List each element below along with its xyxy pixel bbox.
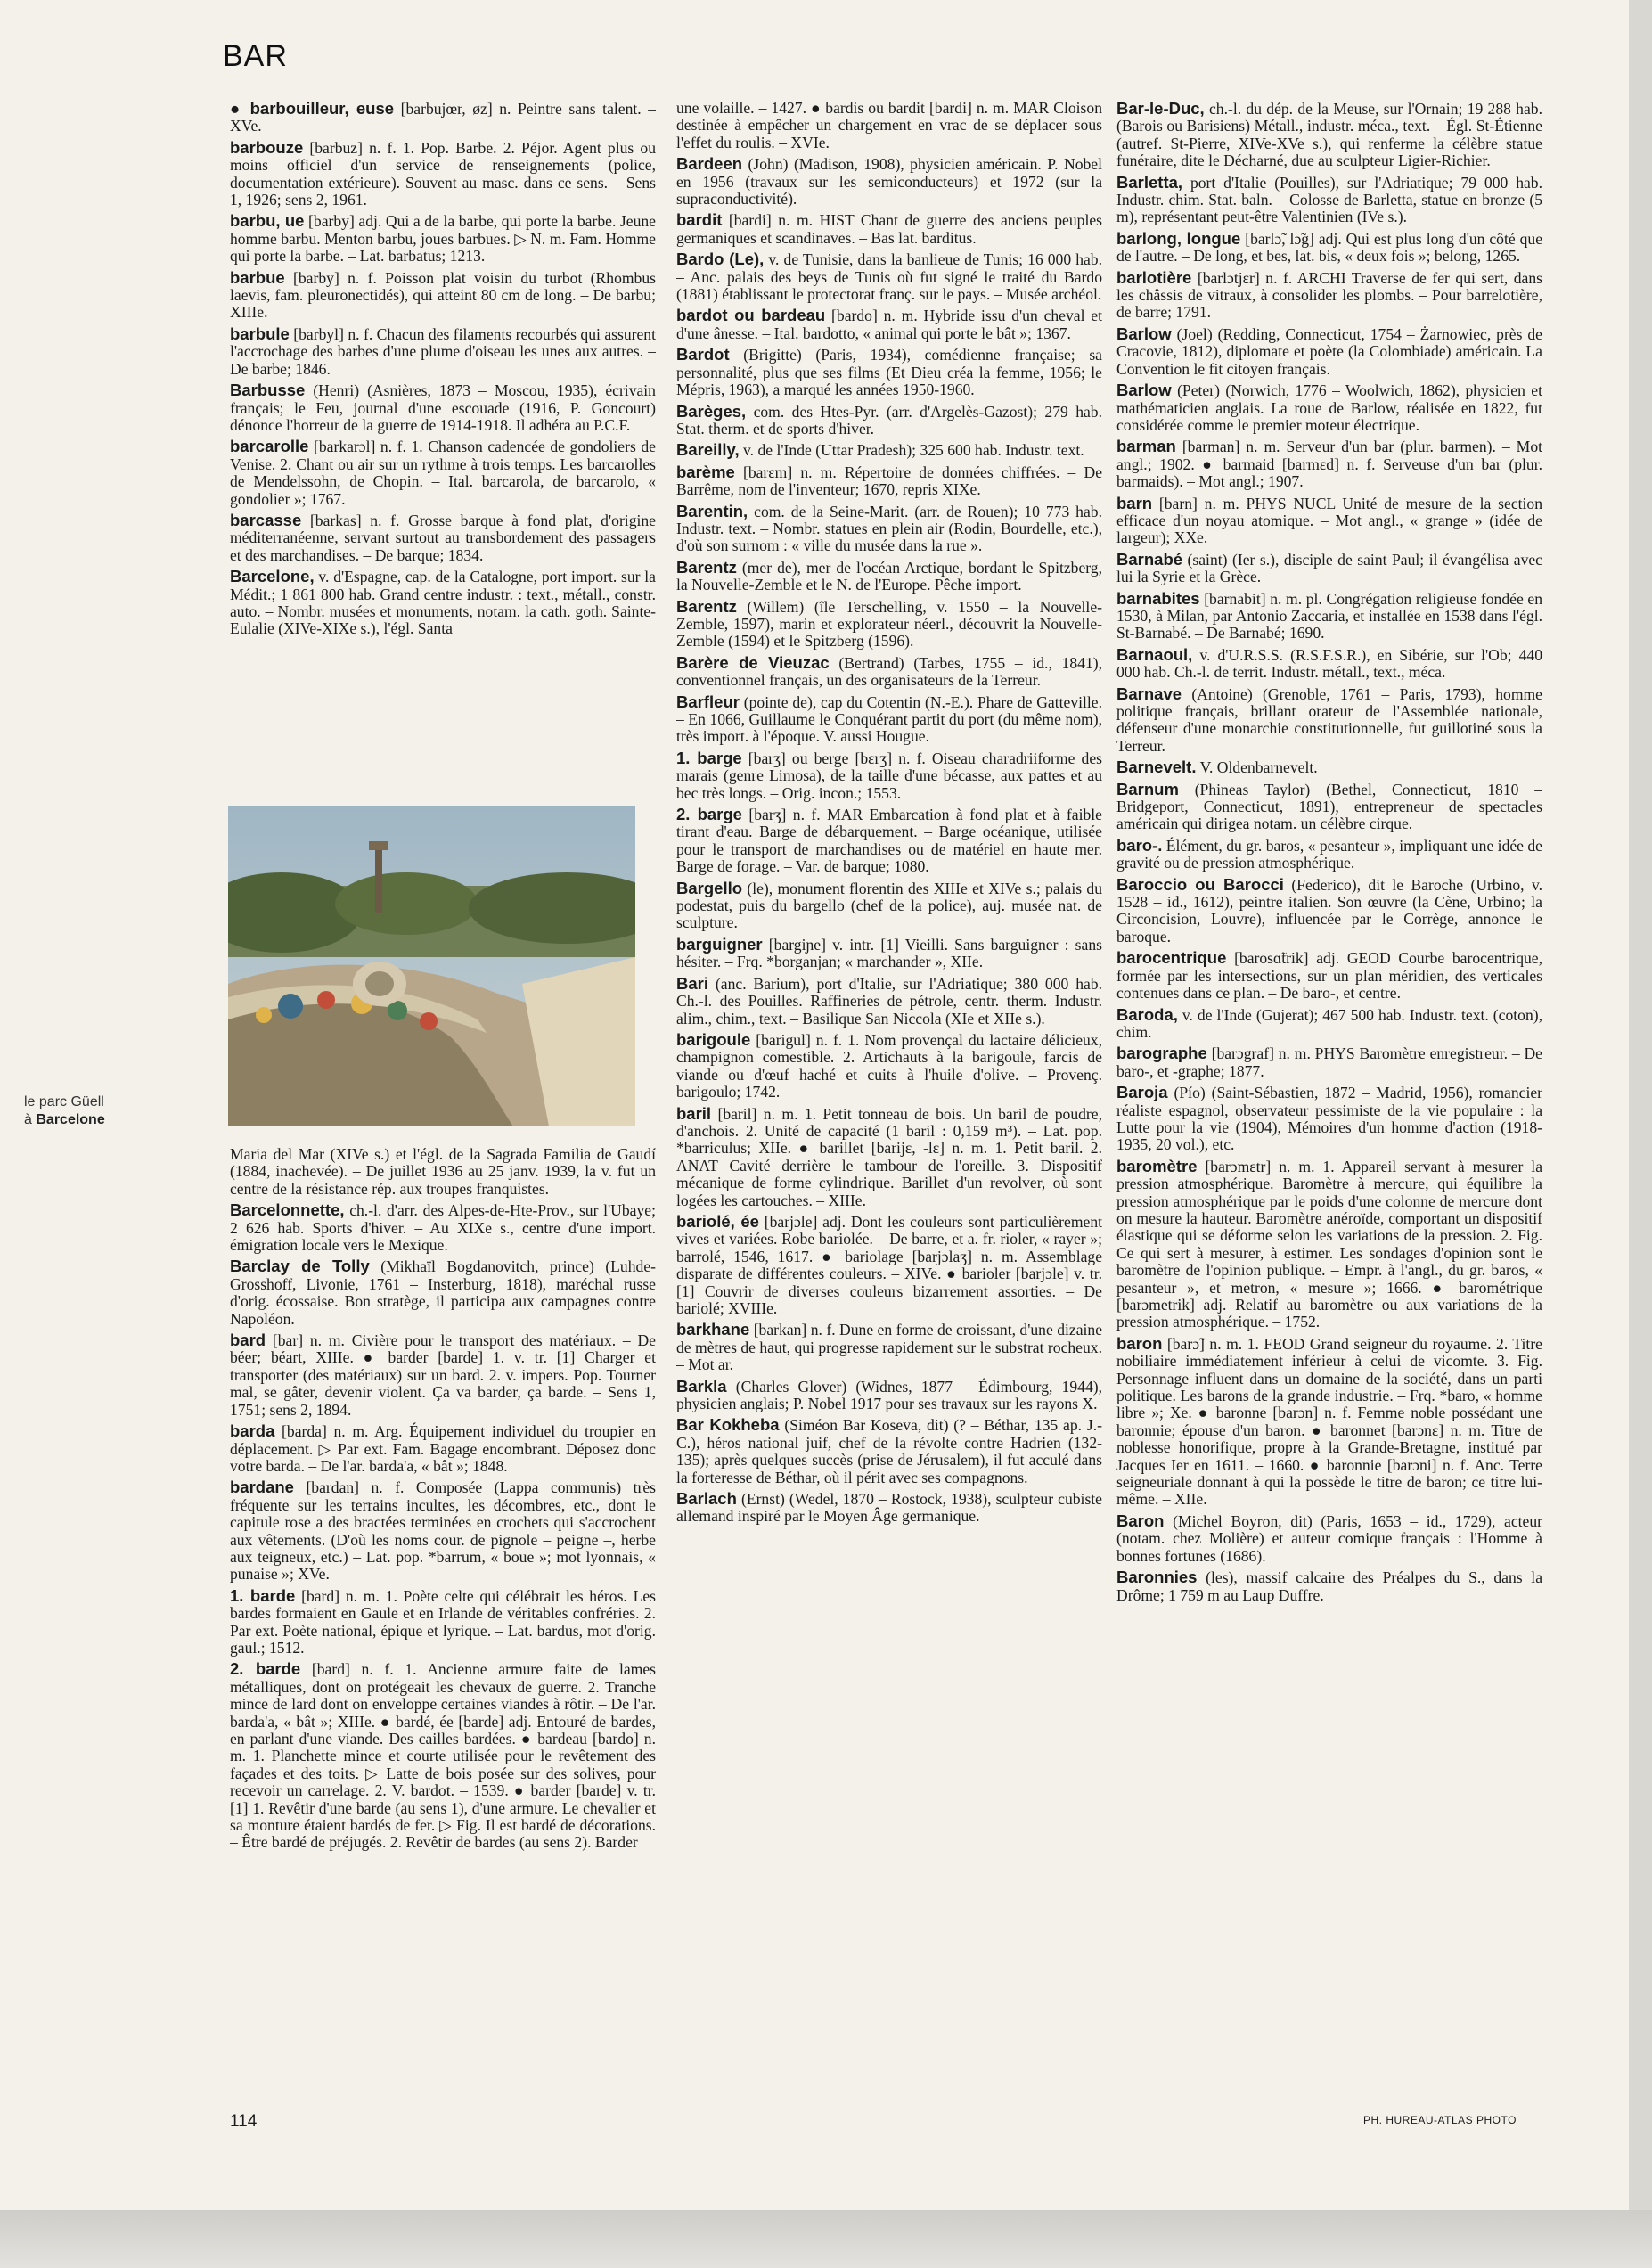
dictionary-entry: [1116, 495, 1542, 547]
dictionary-entry: [1116, 438, 1542, 490]
entry-headword: bardane: [230, 1478, 294, 1497]
dictionary-entry: [676, 1490, 1102, 1526]
entry-definition: (John) (Madison, 1908), physicien américain. P. Nobel en 1956 (travaux sur les semiconducteurs) et 1972 (sur la supraconductivité).: [676, 155, 1102, 209]
dictionary-entry: [1116, 551, 1542, 586]
dictionary-entry: [230, 1331, 656, 1419]
dictionary-entry: [676, 559, 1102, 594]
dictionary-entry: [230, 100, 656, 135]
dictionary-entry: [1116, 381, 1542, 434]
entry-headword: Barkla: [676, 1376, 727, 1396]
dictionary-entry: [676, 654, 1102, 690]
entry-headword: 2. barde: [230, 1659, 301, 1679]
entry-headword: Baron: [1116, 1511, 1165, 1530]
dictionary-entry: [1116, 269, 1542, 322]
dictionary-entry: [230, 568, 656, 638]
entry-headword: baron: [1116, 1333, 1163, 1353]
dictionary-entry: [676, 346, 1102, 398]
entry-headword: Barentz: [676, 557, 737, 577]
page-edge-shadow: [0, 2210, 1652, 2268]
entry-definition: [barkas] n. f. Grosse barque à fond plat, d'origine méditerranéenne, servant surtout au transbordement des passagers et des marchandises. – De barque; 1834.: [230, 511, 656, 564]
entry-definition: V. Oldenbarnevelt.: [1199, 758, 1318, 777]
dictionary-entry: [676, 1321, 1102, 1373]
entry-definition: [bardo] n. m. Hybride issu d'un cheval et d'une ânesse. – Ital. bardotto, « animal qui porte le bât »; 1367.: [676, 307, 1102, 342]
page-number: 114: [230, 2112, 258, 2131]
dictionary-entry: [676, 503, 1102, 555]
entry-definition: com. des Htes-Pyr. (arr. d'Argelès-Gazost); 279 hab. Stat. therm. et de sports d'hiver.: [676, 402, 1102, 438]
dictionary-entry: [676, 806, 1102, 876]
entry-headword: barbu, ue: [230, 211, 305, 231]
entry-definition: (Brigitte) (Paris, 1934), comédienne française; sa personnalité, plus que ses films (Et Dieu créa la femme, 1956; le Mépris, 1963), a marqué les années 1950-1960.: [676, 346, 1102, 399]
entry-headword: barbue: [230, 267, 285, 287]
dictionary-entry: [676, 100, 1102, 151]
entry-definition: v. de Tunisie, dans la banlieue de Tunis; 16 000 hab. – Anc. palais des beys de Tunis où fut signé le traité du Bardo (1881) établissant le protectorat franç. sur le pays. – Musée archéol.: [676, 250, 1102, 304]
entry-definition: [barby] adj. Qui a de la barbe, qui porte la barbe. Jeune homme barbu. Menton barbu, joues barbues. ▷ N. m. Fam. Homme qui porte la barbe. – Lat. barbatus; 1213.: [230, 212, 656, 266]
dictionary-entry: [676, 975, 1102, 1028]
dictionary-entry: [676, 155, 1102, 208]
entry-definition: (Peter) (Norwich, 1776 – Woolwich, 1862), physicien et mathématicien anglais. La roue de Barlow, réalisée en 1822, fut considérée comme le premier moteur électrique.: [1116, 381, 1542, 434]
entry-headword: barnabites: [1116, 588, 1200, 608]
entry-definition: [bar] n. m. Civière pour le transport des matériaux. – De béer; béart, XIIIe. ● barder [barde] 1. v. tr. [1] Charger et transporter (des matériaux) sur un bard. 2. v. impers. Pop. Tourner mal, se gâter, devenir violent. Ça va barder, ça barde. – Sens 1, 1751; sens 2, 1894.: [230, 1331, 656, 1419]
dictionary-entry: [676, 250, 1102, 303]
entry-definition: (pointe de), cap du Cotentin (N.-E.). Phare de Gatteville. – En 1066, Guillaume le Conquérant partit du port (du même nom), très import. à l'époque. V. aussi Hougue.: [676, 692, 1102, 746]
entry-headword: Barentin,: [676, 501, 748, 520]
dictionary-entry: [230, 139, 656, 209]
column-1-top: [230, 100, 656, 799]
entry-headword: 2. barge: [676, 805, 742, 824]
entry-definition: [bardan] n. f. Composée (Lappa communis) très fréquente sur les terrains incultes, les décombres, etc., dont le capitule rose a des bractées terminées en crochets qui s'accrochent aux vêtements. (D'où les noms cour. de pignole – peigne –, herbe aux teigneux, etc.) – Lat. pop. *barrum, « boue »; mot lyonnais, « punaise »; XVe.: [230, 1478, 656, 1584]
entry-definition: ch.-l. d'arr. des Alpes-de-Hte-Prov., sur l'Ubaye; 2 626 hab. Sports d'hiver. – Au XIXe s., centre d'une import. émigration locale vers le Mexique.: [230, 1201, 656, 1255]
dictionary-entry: [1116, 1512, 1542, 1565]
entry-headword: barocentrique: [1116, 948, 1227, 968]
dictionary-entry: [676, 307, 1102, 342]
entry-definition: port d'Italie (Pouilles), sur l'Adriatique; 79 000 hab. Industr. chim. Stat. baln. – Colosse de Barletta, statue en bronze (5 m), représentant peut-être Valentinien (IVe s.).: [1116, 173, 1542, 226]
entry-headword: barman: [1116, 437, 1176, 456]
entry-headword: Barentz: [676, 596, 737, 616]
entry-definition: [barɔ̃] n. m. 1. FEOD Grand seigneur du royaume. 2. Titre nobiliaire immédiatement inférieur à celui de vicomte. 3. Fig. Personnage influent dans un domaine de la société, dans un parti politique. Les barons de la grande industrie. – Frq. *baro, « homme libre »; Xe. ● baronne [barɔn] n. f. Femme noble possédant une baronnie; épouse d'un baron. ● baronnet [barɔnɛ] n. m. Titre de noblesse honorifique, propre à la Grande-Bretagne, institué par Jacques Ier en 1611. – 1660. ● baronnie [barɔni] n. f. Anc. Terre seigneuriale donnant à qui la possède le titre de baron; ce titre lui-même. – XIIe.: [1116, 1334, 1542, 1509]
entry-headword: Barlow: [1116, 381, 1172, 400]
entry-headword: bard: [230, 1331, 266, 1350]
dictionary-entry: [230, 269, 656, 322]
dictionary-entry: [676, 463, 1102, 499]
entry-headword: barn: [1116, 493, 1153, 512]
dictionary-entry: [230, 325, 656, 378]
entry-definition: [bard] n. m. 1. Poète celte qui célébrait les héros. Les bardes formaient en Gaule et en Irlande de véritables confréries. 2. Par ext. Poète national, épique et lyrique. – Lat. bardus, mot d'orig. gaul.; 1512.: [230, 1586, 656, 1657]
dictionary-entry: [676, 1416, 1102, 1486]
dictionary-entry: [676, 880, 1102, 932]
entry-definition: com. de la Seine-Marit. (arr. de Rouen); 10 773 hab. Industr. text. – Nombr. statues en plein air (Rodin, Bourdelle, etc.), d'où son surnom : « ville du musée dans la rue ».: [676, 502, 1102, 555]
dictionary-entry: [676, 936, 1102, 971]
entry-definition: (anc. Barium), port d'Italie, sur l'Adriatique; 380 000 hab. Ch.-l. des Pouilles. Raffineries de pétrole, centr. therm. Industr. alim., chim., text. – Basilique San Niccola (XIe et XIIe s.).: [676, 974, 1102, 1028]
entry-definition: v. d'Espagne, cap. de la Catalogne, port import. sur la Médit.; 1 861 800 hab. Grand centre industr. : text., métall., constr. auto. – Nombr. musées et monuments, notam. la cath. goth. Sainte-Eulalie (XIVe-XIXe s.), l'égl. Santa: [230, 568, 656, 638]
dictionary-entry: [230, 1146, 656, 1198]
entry-definition: (Joel) (Redding, Connecticut, 1754 – Żarnowiec, près de Cracovie, 1812), diplomate et poète (la Colombiade) américain. La Convention le fit citoyen français.: [1116, 324, 1542, 378]
dictionary-entry: [676, 1213, 1102, 1317]
dictionary-entry: [1116, 590, 1542, 643]
dictionary-entry: [1116, 646, 1542, 682]
entry-definition: [bargiɲe] v. intr. [1] Vieilli. Sans barguigner : sans hésiter. – Frq. *borganjan; « marchander », XIIe.: [676, 935, 1102, 971]
entry-definition: [barigul] n. f. 1. Nom provençal du lactaire délicieux, champignon comestible. 2. Artichauts à la barigoule, farcis de viande ou d'œuf haché et cuits à l'huile d'olive. – Provenç. barigoulo; 1742.: [676, 1030, 1102, 1101]
entry-definition: (Federico), dit le Baroche (Urbino, v. 1528 – id., 1612), peintre italien. Son œuvre (la Cène, Urbino; la Circoncision, Louvre), influencée par le Corrège, annonce le baroque.: [1116, 875, 1542, 946]
entry-headword: Baroda,: [1116, 1004, 1178, 1024]
entry-headword: Barlach: [676, 1489, 737, 1509]
dictionary-entry: [676, 403, 1102, 438]
entry-definition: (Phineas Taylor) (Bethel, Connecticut, 1810 – Bridgeport, Connecticut, 1891), entrepreneur de spectacles américain qui dirigea notam. un célèbre cirque.: [1116, 780, 1542, 833]
entry-definition: (les), massif calcaire des Préalpes du S., dans la Drôme; 1 759 m au Laup Duffre.: [1116, 1568, 1542, 1604]
entry-definition: une volaille. – 1427. ● bardis ou bardit [bardi] n. m. MAR Cloison destinée à empêcher un chargement en vrac de se déplacer sous l'effet du roulis. – XVIe.: [676, 100, 1102, 151]
entry-headword: Barfleur: [676, 692, 740, 711]
entry-definition: [barlɔ̃, lɔ̃g] adj. Qui est plus long d'un côté que de l'autre. – De long, et bes, lat. bis, « deux fois »; belong, 1265.: [1116, 229, 1542, 266]
column-3: [1116, 100, 1542, 2080]
dictionary-entry: [1116, 230, 1542, 266]
entry-definition: [barkan] n. f. Dune en forme de croissant, d'une dizaine de mètres de haut, qui progresse rapidement sur le substrat rocheux. – Mot ar.: [676, 1321, 1102, 1374]
entry-definition: [barɛm] n. m. Répertoire de données chiffrées. – De Barrême, nom de l'inventeur; 1670, repris XIXe.: [676, 463, 1102, 499]
entry-headword: Bar Kokheba: [676, 1415, 780, 1435]
dictionary-entry: [230, 381, 656, 434]
entry-headword: Barcelone,: [230, 567, 315, 586]
entry-definition: (Siméon Bar Koseva, dit) (? – Béthar, 135 ap. J.-C.), héros national juif, chef de la révolte contre Hadrien (132-135); après quelques succès (prise de Jérusalem), il fut acculé dans la forteresse de Béthar, où il périt avec ses compagnons.: [676, 1416, 1102, 1486]
dictionary-entry: [676, 693, 1102, 746]
dictionary-entry: [230, 1257, 656, 1328]
dictionary-entry: [1116, 781, 1542, 833]
dictionary-entry: [676, 211, 1102, 247]
entry-headword: bardit: [676, 210, 723, 230]
entry-headword: Barnave: [1116, 684, 1182, 703]
entry-definition: (Willem) (île Terschelling, v. 1550 – la Nouvelle-Zemble, 1597), marin et explorateur néerl., découvrit la Nouvelle-Zemble (1594) et le Spitzberg (1596).: [676, 597, 1102, 651]
dictionary-entry: [1116, 1158, 1542, 1331]
dictionary-entry: [1116, 876, 1542, 946]
photo-credit: PH. HUREAU-ATLAS PHOTO: [1363, 2114, 1517, 2126]
entry-definition: [barby] n. f. Poisson plat voisin du turbot (Rhombus laevis, fam. pleuronectidés), qui atteint 80 cm de long. – De barbu; XIIIe.: [230, 268, 656, 322]
entry-definition: v. de l'Inde (Uttar Pradesh); 325 600 hab. Industr. text.: [743, 441, 1084, 460]
entry-headword: barlong, longue: [1116, 228, 1241, 248]
entry-definition: Élément, du gr. baros, « pesanteur », impliquant une idée de gravité ou de pression atmosphérique.: [1116, 836, 1542, 872]
dictionary-entry: [1116, 758, 1542, 776]
entry-headword: Barnum: [1116, 779, 1179, 798]
entry-headword: ● barbouilleur, euse: [230, 100, 395, 118]
caption-line-1: le parc Güell: [24, 1094, 104, 1109]
dictionary-entry: [1116, 174, 1542, 226]
dictionary-entry: [230, 512, 656, 564]
dictionary-entry: [230, 212, 656, 265]
entry-definition: [barɔmɛtr] n. m. 1. Appareil servant à mesurer la pression atmosphérique. Baromètre à mercure, qui équilibre la pression atmosphérique par le poids d'une colonne de mercure dont on mesure la hauteur. Baromètre anéroïde, comportant un dispositif élastique qui se déforme selon les variations de la pression. 2. Fig. Ce qui sert à mesurer, à estimer. Les sondages d'opinion sont le baromètre de l'opinion publique. – Empr. à l'angl., du gr. baros, « pesanteur », et metron, « mesure »; 1666. ● barométrique [barɔmetrik] adj. Relatif au baromètre ou aux variations de la pression atmosphérique. – 1752.: [1116, 1157, 1542, 1331]
entry-definition: [barkarɔl] n. f. 1. Chanson cadencée de gondoliers de Venise. 2. Chant ou air sur un rythme à trois temps. Les barcarolles de Mendelssohn, de Chopin. – Ital. barcarola, de barcarolo, « gondolier »; 1767.: [230, 438, 656, 508]
dictionary-entry: [1116, 685, 1542, 756]
entry-headword: Barbusse: [230, 381, 306, 400]
dictionary-entry: [1116, 1006, 1542, 1042]
entry-definition: (Michel Boyron, dit) (Paris, 1653 – id., 1729), acteur (notam. chez Molière) et auteur comique français : l'Homme à bonnes fortunes (1686).: [1116, 1511, 1542, 1565]
entry-headword: barographe: [1116, 1044, 1207, 1063]
entry-definition: [barbyl] n. f. Chacun des filaments recourbés qui assurent l'accrochage des barbes d'une plume d'oiseau les unes aux autres. – De barbe; 1846.: [230, 324, 656, 378]
entry-headword: Barlow: [1116, 323, 1172, 343]
entry-headword: Barère de Vieuzac: [676, 652, 830, 672]
entry-definition: (saint) (Ier s.), disciple de saint Paul; il évangélisa avec lui la Syrie et la Grèce.: [1116, 550, 1542, 586]
park-guell-photo: [228, 806, 635, 1126]
dictionary-entry: [1116, 837, 1542, 872]
entry-headword: bardot ou bardeau: [676, 306, 826, 325]
dictionary-entry: [676, 1105, 1102, 1209]
entry-definition: (Mikhaïl Bogdanovitch, prince) (Luhde-Grosshoff, Livonie, 1761 – Insterburg, 1818), maréchal russe d'orig. écossaise. Bon stratège, il participa aux campagnes contre Napoléon.: [230, 1257, 656, 1328]
entry-headword: barbule: [230, 323, 290, 343]
entry-definition: Maria del Mar (XIVe s.) et l'égl. de la Sagrada Familia de Gaudí (1884, inachevée). – De juillet 1936 au 25 janv. 1939, la v. fut un centre de la résistance rép. aux troupes franquistes.: [230, 1146, 656, 1198]
entry-headword: barigoule: [676, 1029, 751, 1049]
entry-headword: Baroja: [1116, 1083, 1168, 1102]
entry-headword: Bardeen: [676, 154, 743, 174]
dictionary-entry: [676, 1378, 1102, 1413]
entry-definition: v. de l'Inde (Gujerāt); 467 500 hab. Industr. text. (coton), chim.: [1116, 1005, 1542, 1041]
entry-definition: [barosɑ̃trik] adj. GEOD Courbe barocentrique, formée par les intersections, sur un plan méridien, des verticales contenues dans ce plan. – De baro-, et centre.: [1116, 949, 1542, 1003]
caption-line-2: à: [24, 1112, 32, 1127]
entry-headword: barcarolle: [230, 437, 309, 456]
entry-definition: [barɔgraf] n. m. PHYS Baromètre enregistreur. – De baro-, et -graphe; 1877.: [1116, 1044, 1542, 1080]
figure-caption: [24, 1093, 158, 1129]
entry-headword: bariolé, ée: [676, 1211, 759, 1231]
entry-headword: barkhane: [676, 1320, 750, 1339]
entry-definition: (Pío) (Saint-Sébastien, 1872 – Madrid, 1956), romancier réaliste espagnol, observateur pessimiste de la vie populaire : la Lutte pour la vie (1904), Mémoires d'un homme d'action (1918-1935, 20 vol.), etc.: [1116, 1084, 1542, 1154]
dictionary-entry: [1116, 949, 1542, 1002]
photo-illustration: [228, 806, 635, 1126]
entry-headword: Bareilly,: [676, 440, 740, 460]
entry-headword: Baroccio ou Barocci: [1116, 874, 1284, 894]
entry-headword: barda: [230, 1421, 275, 1441]
entry-headword: barlotière: [1116, 267, 1192, 287]
entry-definition: [barman] n. m. Serveur d'un bar (plur. barmen). – Mot angl.; 1902. ● barmaid [barmɛd] n. f. Serveuse d'un bar (plur. barmaids). – Mot angl.; 1907.: [1116, 438, 1542, 491]
dictionary-entry: [676, 441, 1102, 459]
entry-headword: Baronnies: [1116, 1568, 1198, 1587]
dictionary-entry: [1116, 1568, 1542, 1604]
dictionary-entry: [1116, 1335, 1542, 1509]
entry-definition: [barlɔtjɛr] n. f. ARCHI Traverse de fer qui sert, dans les châssis de vitraux, à consolider les plombs. – Pour barrelotière, de barre; 1791.: [1116, 268, 1542, 322]
page-header: BAR: [223, 39, 288, 73]
entry-definition: (mer de), mer de l'océan Arctique, bordant le Spitzberg, la Nouvelle-Zemble et le N. de l'Europe. Pêche import.: [676, 558, 1102, 594]
entry-headword: Barnaoul,: [1116, 644, 1193, 664]
entry-definition: (Antoine) (Grenoble, 1761 – Paris, 1793), homme politique français, brillant orateur de l'Assemblée nationale, défenseur d'une monarchie constitutionnelle, fut guillotiné sous la Terreur.: [1116, 684, 1542, 755]
dictionary-entry: [676, 749, 1102, 802]
entry-headword: barguigner: [676, 934, 763, 954]
dictionary-entry: [1116, 325, 1542, 378]
entry-definition: [barbujœr, øz] n. Peintre sans talent. – XVe.: [230, 100, 656, 135]
entry-headword: Bardo (Le),: [676, 250, 765, 269]
column-2: [676, 100, 1102, 2080]
entry-headword: Bari: [676, 973, 708, 993]
entry-headword: Bardot: [676, 345, 730, 364]
entry-definition: (Henri) (Asnières, 1873 – Moscou, 1935), écrivain français; le Feu, journal d'une escouade (1916, P. Goncourt) dénonce l'horreur de la guerre de 1914-1918. Il adhéra au P.C.F.: [230, 381, 656, 434]
column-1-bottom: [230, 1146, 656, 2069]
entry-definition: [barda] n. m. Arg. Équipement individuel du troupier en déplacement. ▷ Par ext. Fam. Bagage encombrant. Déposez donc votre barda. – De l'ar. barda'a, « bât »; 1848.: [230, 1422, 656, 1475]
dictionary-entry: [230, 1587, 656, 1658]
entry-headword: Barnevelt.: [1116, 757, 1197, 777]
entry-headword: barcasse: [230, 510, 302, 529]
entry-definition: [barjɔle] adj. Dont les couleurs sont particulièrement vives et variées. Robe bariolée. – De barre, et a. fr. rioler, « rayer »; barrolé, 1546, 1617. ● bariolage [barjɔlaʒ] n. m. Assemblage disparate de différentes couleurs. – XIVe. ● barioler [barjɔle] v. tr. [1] Couvrir de diverses couleurs bizarrement assorties. – De bariolé; XVIIIe.: [676, 1212, 1102, 1317]
entry-headword: Barèges,: [676, 401, 747, 421]
entry-definition: ch.-l. du dép. de la Meuse, sur l'Ornain; 19 288 hab. (Barois ou Barisiens) Métall., industr. méca., text. – Égl. St-Étienne (autref. St-Pierre, XIVe-XVe s.), qui renferme la célèbre statue funéraire, dite le Décharné, due au sculpteur Ligier-Richier.: [1116, 100, 1542, 170]
caption-place: Barcelone: [36, 1112, 105, 1127]
dictionary-entry: [230, 1660, 656, 1851]
entry-definition: (Bertrand) (Tarbes, 1755 – id., 1841), conventionnel français, un des organisateurs de la Terreur.: [676, 653, 1102, 690]
entry-definition: v. d'U.R.S.S. (R.S.F.S.R.), en Sibérie, sur l'Ob; 440 000 hab. Ch.-l. de territ. Industr. métall., text., méca.: [1116, 645, 1542, 682]
entry-definition: [barʒ] n. f. MAR Embarcation à fond plat et à faible tirant d'eau. Barge de débarquement. – Barge océanique, utilisée pour le transport de marchandises ou de matériel en haute mer. Barge de forage. – Var. de barque; 1080.: [676, 806, 1102, 876]
entry-definition: [barn] n. m. PHYS NUCL Unité de mesure de la section efficace d'un noyau atomique. – Mot angl., « grange » (idée de largeur); XXe.: [1116, 494, 1542, 547]
dictionary-entry: [676, 598, 1102, 651]
entry-definition: (Ernst) (Wedel, 1870 – Rostock, 1938), sculpteur cubiste allemand inspiré par le Moyen Âge germanique.: [676, 1490, 1102, 1526]
entry-headword: 1. barge: [676, 748, 742, 767]
dictionary-entry: [676, 1031, 1102, 1101]
entry-headword: barème: [676, 462, 735, 481]
dictionary-entry: [230, 1201, 656, 1254]
entry-headword: Bar-le-Duc,: [1116, 100, 1205, 118]
entry-headword: baromètre: [1116, 1156, 1198, 1175]
dictionary-entry: [230, 1478, 656, 1583]
entry-definition: [barbuz] n. f. 1. Pop. Barbe. 2. Péjor. Agent plus ou moins officiel d'un service de renseignements (police, documentation extérieure). Souvent au masc. dans ce sens. – Sens 1, 1926; sens 2, 1961.: [230, 138, 656, 209]
entry-headword: baro-.: [1116, 835, 1163, 855]
entry-headword: Barletta,: [1116, 172, 1183, 192]
dictionary-entry: [1116, 1044, 1542, 1080]
dictionary-entry: [230, 438, 656, 508]
entry-headword: 1. barde: [230, 1585, 296, 1605]
entry-headword: Bargello: [676, 878, 743, 897]
entry-definition: [barnabit] n. m. pl. Congrégation religieuse fondée en 1530, à Milan, par Antonio Zaccaria, et installée en 1538 dans l'égl. St-Barnabé. – De Barnabé; 1690.: [1116, 589, 1542, 643]
entry-definition: (Charles Glover) (Widnes, 1877 – Édimbourg, 1944), physicien anglais; P. Nobel 1917 pour ses travaux sur les rayons X.: [676, 1377, 1102, 1413]
entry-definition: [barʒ] ou berge [bɛrʒ] n. f. Oiseau charadriiforme des marais (genre Limosa), de la taille d'une bécasse, aux pattes et au bec très longs. – Orig. incon.; 1553.: [676, 749, 1102, 802]
entry-headword: barbouze: [230, 137, 304, 157]
entry-definition: [bard] n. f. 1. Ancienne armure faite de lames métalliques, dont on protégeait les chevaux de guerre. 2. Tranche mince de lard dont on enveloppe certaines viandes à rôtir. – De l'ar. barda'a, « bât »; XIIIe. ● bardé, ée [barde] adj. Entouré de bardes, en parlant d'une viande. Des cailles bardées. ● bardeau [bardo] n. m. 1. Planchette mince et courte utilisée pour le revêtement des façades et des toits. ▷ Latte de bois posée sur des solives, pour recevoir un carrelage. 2. V. bardot. – 1539. ● barder [barde] v. tr. [1] 1. Revêtir d'une barde (au sens 1), d'une armure. Le chevalier et sa monture étaient bardés de fer. ▷ Fig. Il est bardé de décorations. – Être bardé de préjugés. 2. Revêtir de bardes (au sens 2). Barder: [230, 1660, 656, 1852]
dictionary-entry: [1116, 1084, 1542, 1154]
entry-definition: [baril] n. m. 1. Petit tonneau de bois. Un baril de poudre, d'anchois. 2. Unité de capacité (1 baril : 0,159 m³). – Lat. pop. *barriculus; XIIe. ● barillet [barijɛ, -lɛ] n. m. 1. Petit baril. 2. ANAT Cavité derrière le tambour de l'oreille. 3. Dispositif mécanique de forme cylindrique. Barillet d'un revolver, où sont logées les cartouches. – XIIIe.: [676, 1104, 1102, 1209]
entry-definition: (le), monument florentin des XIIIe et XIVe s.; palais du podestat, puis du bargello (chef de la police), auj. musée nat. de sculpture.: [676, 879, 1102, 932]
dictionary-entry: [230, 1422, 656, 1475]
entry-headword: Barnabé: [1116, 549, 1183, 569]
entry-headword: baril: [676, 1103, 712, 1123]
entry-headword: Barclay de Tolly: [230, 1257, 370, 1276]
entry-definition: [bardi] n. m. HIST Chant de guerre des anciens peuples germaniques et scandinaves. – Bas lat. barditus.: [676, 211, 1102, 247]
entry-headword: Barcelonnette,: [230, 1200, 345, 1220]
dictionary-entry: [1116, 100, 1542, 170]
